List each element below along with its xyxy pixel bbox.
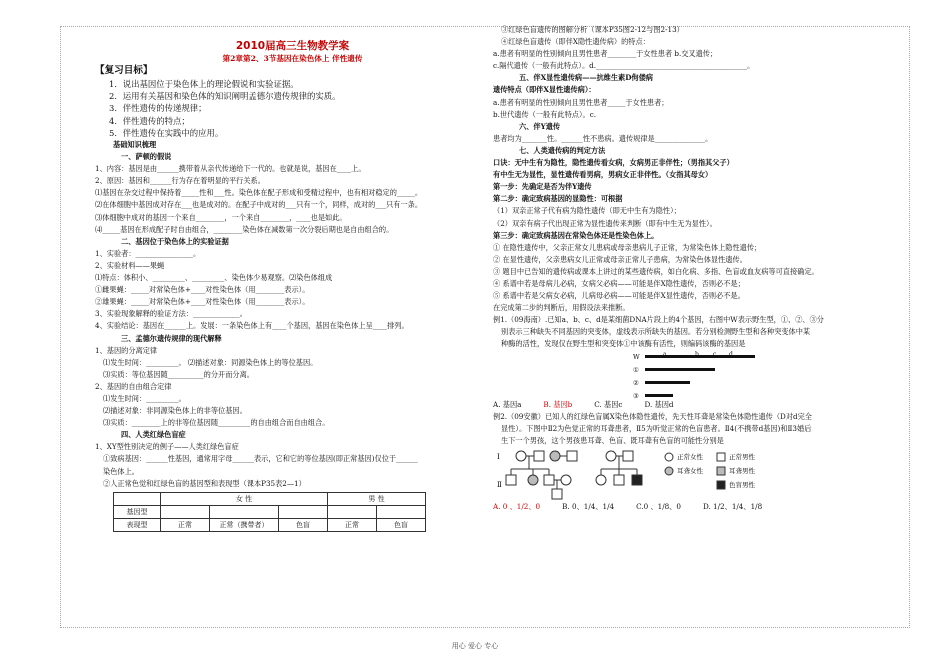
text-line: ①致病基因：______性基因，通常用字母______表示，它和它的等位基因(即正常基因)仅位于______ — [103, 454, 418, 464]
table-cell: 正常 — [328, 518, 377, 531]
text-line: ②雄果蝇：_____对常染色体+____对性染色体（用________表示）。 — [95, 297, 310, 307]
legend-label: 正常女性 — [677, 452, 703, 461]
text-line: ⑴特点：体积小、_________、_________、染色体少易观察。⑵染色体组成 — [95, 273, 333, 283]
table-cell: 正常 — [161, 518, 210, 531]
gene-label: d — [729, 350, 733, 358]
genotype-table — [113, 492, 426, 532]
text-line: 1、XY型性别决定的例子——人类红绿色盲症 — [95, 442, 239, 452]
text-line: ⑵描述对象：非同源染色体上的非等位基因。 — [103, 406, 247, 416]
text-line: 生下一个男孩，这个男孩患耳聋、色盲、既耳聋有色盲的可能性分别是 — [501, 435, 724, 445]
text-line: 二、基因位于染色体上的实验证据 — [121, 236, 229, 246]
mutant-2-bar — [645, 381, 690, 384]
text-line: ① 在隐性遗传中，父亲正常女儿患病或母亲患病儿子正常，为常染色体上隐性遗传； — [493, 242, 762, 252]
mutant-1-bar — [645, 368, 715, 371]
female-symbol — [528, 475, 538, 485]
legend-symbol — [717, 481, 725, 489]
legend-label: 色盲男性 — [729, 480, 755, 489]
text-line: ⑶实质：________上的非等位基因随_________的自由组合而自由组合。 — [103, 418, 330, 428]
text-line: ② 在显性遗传，父亲患病女儿正常或母亲正常儿子患病，为常染色体显性遗传。 — [493, 254, 747, 264]
legend-symbol — [717, 453, 725, 461]
left-column — [95, 40, 490, 534]
text-line: ③红绿色盲遗传的图解分析（课本P35图2-12与图2-13） — [501, 25, 684, 34]
text-line: 2、实验材料——果蝇 — [95, 260, 165, 270]
text-line: ②人正常色觉和红绿色盲的基因型和表现型（课本P35表2—1） — [103, 478, 306, 488]
option-a: A. 基因a — [493, 399, 522, 409]
gene-label: c — [713, 350, 717, 358]
text-line: 1、基因的分离定律 — [95, 345, 158, 355]
example1-options — [493, 399, 893, 411]
text-line: ④红绿色盲遗传（即伴X隐性遗传病）的特点： — [501, 37, 650, 47]
text-line: 2、基因的自由组合定律 — [95, 381, 172, 391]
text-line: 一、萨顿的假说 — [121, 152, 172, 162]
pedigree-figure — [493, 447, 893, 501]
text-line: 1、实验者：________________。 — [95, 248, 201, 258]
text-line: 患者均为_______性。______性不患病。遗传规律是______________。 — [493, 133, 713, 143]
text-line: 五、伴X显性遗传病——抗维生素D佝偻病 — [519, 73, 653, 83]
text-line: 显性）。下图中Ⅱ2为色觉正常的耳聋患者，Ⅱ5为听觉正常的色盲患者。Ⅱ4(不携带d基因)和Ⅱ3婚后 — [501, 423, 812, 433]
text-line: ⑴发生时间：_________。 ⑵描述对象：同源染色体上的等位基因。 — [103, 357, 318, 367]
text-line: ④ 系谱中若是母病儿必病，女病父必病——可能是伴X隐性遗传，否则必不是； — [493, 278, 745, 288]
female-symbol — [606, 451, 616, 461]
text-line: 第一步：先确定是否为伴Y遗传 — [493, 182, 592, 192]
table-cell: 色盲 — [377, 518, 426, 531]
figure-row-label: W — [633, 352, 640, 361]
male-symbol — [506, 475, 516, 485]
text-line: 4、实验结论：基因在______上。发展：一条染色体上有____个基因，基因在染色体上呈____排列。 — [95, 321, 409, 331]
text-line: 第二步：确定致病基因的显隐性：可根据 — [493, 194, 623, 204]
legend-label: 正常男性 — [729, 452, 755, 461]
gene-label: a — [663, 350, 667, 358]
option-c: C. 基因c — [594, 399, 623, 409]
text-line: 2、原因：基因和______行为存在着明显的平行关系。 — [95, 176, 265, 186]
table-female-header: 女 性 — [161, 492, 328, 505]
text-line: 遗传特点（即伴X显性遗传病）： — [493, 85, 596, 95]
text-line: 别表示三种缺失不同基因的突变体，虚线表示所缺失的基因。若分别检测野生型和各种突变体中某 — [501, 327, 811, 337]
text-line: 在完成第二步的判断后，用假设法来推断。 — [493, 303, 630, 313]
document-title: 2010届高三生物教学案 — [235, 40, 350, 52]
text-line: 有中生无为显性，显性遗传看男病，男病女正非伴性。（女指其母女） — [493, 170, 713, 180]
text-line: ⑴发生时间：_________。 — [103, 393, 186, 403]
text-line: a.患者有明显的性别倾向且男性患者_____于女性患者； — [493, 97, 669, 107]
text-line: 第三步：确定致病基因在常染色体还是性染色体上。 — [493, 230, 659, 240]
text-line: （2）双亲有病子代出现正常为显性遗传来判断（即有中生无为显性）。 — [493, 218, 717, 228]
table-row-label: 基因型 — [114, 505, 161, 518]
figure-row-label: ② — [633, 378, 639, 387]
legend-symbol — [717, 467, 725, 475]
text-line: ⑶体细胞中成对的基因一个来自________，一个来自________，____也是如此。 — [95, 212, 347, 222]
male-symbol — [552, 489, 562, 499]
text-line: 四、人类红绿色盲症 — [121, 430, 186, 440]
gene-deletion-figure — [633, 351, 763, 399]
text-line: 种酶的活性，发现仅在野生型和突变体①中该酶有活性，则编码该酶的基因是 — [501, 339, 746, 349]
male-symbol — [567, 451, 577, 461]
text-line: ⑤ 系谱中若是父病女必病，儿病母必病——可能是伴X显性遗传，否则必不是。 — [493, 291, 745, 301]
text-line: ⑶实质：等位基因随__________的分开而分离。 — [103, 369, 254, 379]
text-line: 1、内容：基因是由______携带着从亲代传递给下一代的。也就是说，基因在____上。 — [95, 164, 366, 174]
option-b: B. 基因b — [543, 399, 573, 409]
text-line: 1．说出基因位于染色体上的理论假说和实验证据。 — [109, 79, 299, 89]
gene-label: b — [695, 350, 699, 358]
text-line: ③ 题目中已告知的遗传病或课本上讲过的某些遗传病，如白化病、多指、色盲或血友病等可直接确定。 — [493, 266, 819, 276]
legend-symbol — [665, 467, 673, 475]
text-line: 例1.（09海南）.已知a、b、c、d是某细菌DNA片段上的4个基因，右图中W表示野生型，①、②、③分 — [493, 315, 824, 325]
table-cell: 色盲 — [279, 518, 328, 531]
legend-label: 耳聋女性 — [677, 466, 703, 475]
text-line: ①雌果蝇：_____对常染色体+____对性染色体（用________表示）。 — [95, 285, 310, 295]
option-d: D. 基因d — [644, 399, 674, 409]
text-line: 三、孟德尔遗传规律的现代解释 — [121, 333, 222, 343]
text-line: b.世代遗传（一般有此特点）。c. — [493, 109, 597, 119]
text-line: 3、实验现象解释的验证方法：_____________。 — [95, 309, 247, 319]
text-line: 例2.（09安徽）已知人的红绿色盲属X染色体隐性遗传，先天性耳聋是常染色体隐性遗传（D对d完全 — [493, 411, 812, 421]
text-line: ⑴基因在杂交过程中保持着_____性和___性。染色体在配子形成和受精过程中，也有相对稳定的_____。 — [95, 188, 423, 198]
mutant-3-bar — [645, 394, 673, 397]
text-line: a.患者有明显的性别倾向且男性患者________于女性患者 b.交叉遗传； — [493, 49, 718, 59]
table-cell: 正常（携带者） — [210, 518, 279, 531]
document-subtitle: 第2章第2、3节基因在染色体上 伴性遗传 — [222, 54, 363, 63]
generation-label: Ⅰ — [497, 452, 500, 461]
option-a: A. 0 、1/2、0 — [493, 501, 541, 511]
pedigree-chart — [493, 447, 893, 501]
figure-row-label: ① — [633, 365, 639, 374]
female-symbol — [550, 451, 560, 461]
option-b: B. 0、1/4、1/4 — [562, 501, 615, 511]
text-line: ⑵在体细胞中基因成对存在___也是成对的。在配子中成对的___只有一个，同样，成对的___只有一条。 — [95, 200, 423, 210]
table-male-header: 男 性 — [328, 492, 426, 505]
page-footer: 用心 爱心 专心 — [451, 642, 499, 650]
text-line: 4．伴性遗传的特点； — [109, 115, 190, 126]
goals-list — [95, 78, 490, 139]
female-symbol — [516, 451, 526, 461]
female-symbol — [596, 475, 606, 485]
option-d: D. 1/2、1/4、1/8 — [702, 501, 763, 511]
text-line: （1）双亲正常子代有病为隐性遗传（即无中生有为隐性）； — [493, 206, 681, 216]
example2-options — [493, 501, 893, 513]
male-symbol — [632, 475, 642, 485]
legend-label: 耳聋男性 — [729, 466, 755, 475]
male-symbol — [534, 451, 544, 461]
text-line: 2．运用有关基因和染色体的知识阐明孟德尔遗传规律的实质。 — [109, 91, 341, 102]
male-symbol — [544, 475, 554, 485]
right-column — [493, 24, 893, 513]
text-line: 七、人类遗传病的判定方法 — [519, 145, 606, 155]
text-line: 5．伴性遗传在实践中的应用。 — [109, 127, 224, 138]
example2-text — [493, 411, 893, 447]
text-line: 六、伴Y遗传 — [519, 121, 561, 131]
legend-symbol — [665, 453, 673, 461]
male-symbol — [614, 475, 624, 485]
female-symbol — [561, 475, 571, 485]
wild-type-bar — [645, 355, 755, 358]
text-line: 口诀：无中生有为隐性，隐性遗传看女病，女病男正非伴性；（男指其父子） — [493, 158, 734, 168]
text-line: 3．伴性遗传的传递规律； — [109, 103, 207, 114]
left-text — [95, 139, 490, 490]
text-line: 基础知识梳理 — [113, 140, 157, 150]
goals-heading: 【复习目标】 — [95, 65, 153, 76]
male-symbol — [623, 451, 633, 461]
table-row-label: 表现型 — [114, 518, 161, 531]
right-text — [493, 24, 893, 351]
text-line: ⑷_____基因在形成配子时自由组合，________染色体在减数第一次分裂后期也是自由组合的。 — [95, 224, 394, 234]
generation-label: Ⅱ — [497, 480, 502, 489]
figure-row-label: ③ — [633, 391, 639, 400]
option-c: C.0 、1/8、0 — [636, 501, 681, 511]
text-line: 染色体上。 — [103, 466, 139, 476]
text-line: c.隔代遗传（一般有此特点）。d.__________________________________________。 — [493, 61, 755, 71]
